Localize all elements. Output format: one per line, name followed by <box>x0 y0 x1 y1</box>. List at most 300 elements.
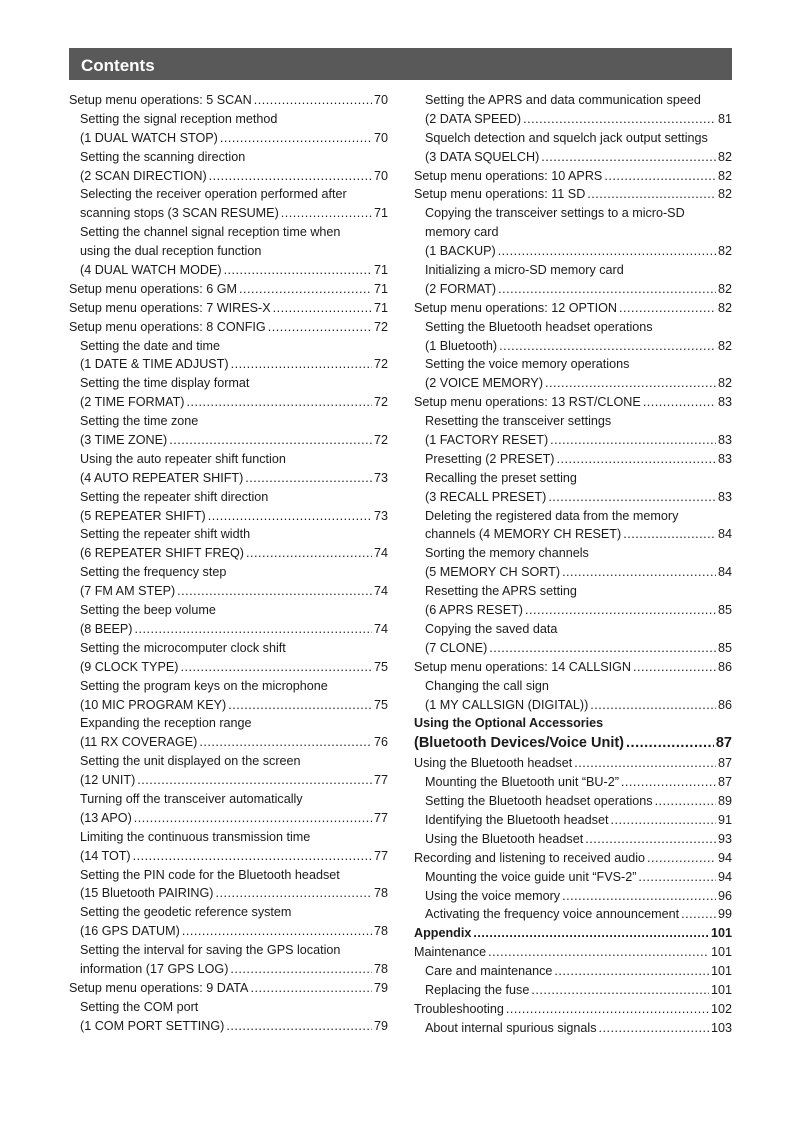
toc-entry-title: Copying the transceiver settings to a micro-SD <box>425 206 685 221</box>
toc-entry-title: Setting the program keys on the microphone <box>80 678 328 693</box>
toc-page-number: 83 <box>717 395 732 410</box>
toc-page-number: 76 <box>373 735 388 750</box>
toc-page-number: 102 <box>710 1001 732 1016</box>
toc-page-number: 86 <box>717 697 732 712</box>
toc-entry-text <box>69 450 388 469</box>
toc-entry-text <box>414 129 732 148</box>
toc-entry-title: Setup menu operations: 10 APRS <box>414 168 603 183</box>
toc-entry-title: Mounting the Bluetooth unit “BU-2” <box>425 775 619 790</box>
toc-entry[interactable] <box>414 811 732 830</box>
toc-entry-text <box>414 318 732 337</box>
toc-entry[interactable] <box>69 884 388 903</box>
toc-page-number: 77 <box>373 773 388 788</box>
toc-page-number: 82 <box>717 338 732 353</box>
toc-entry[interactable] <box>69 507 388 526</box>
toc-entry-text <box>414 620 732 639</box>
toc-entry[interactable] <box>414 601 732 620</box>
toc-entry[interactable] <box>69 280 388 299</box>
toc-entry[interactable] <box>69 960 388 979</box>
toc-leader-dots <box>281 204 372 223</box>
toc-page-number: 72 <box>373 319 388 334</box>
toc-entry[interactable] <box>414 849 732 868</box>
toc-page-number: 83 <box>717 433 732 448</box>
toc-entry[interactable] <box>414 924 732 943</box>
toc-entry[interactable] <box>414 393 732 412</box>
toc-entry-title: Copying the saved data <box>425 621 558 636</box>
toc-entry-title: Changing the call sign <box>425 678 549 693</box>
toc-entry[interactable] <box>69 922 388 941</box>
toc-entry-title: Setting the Bluetooth headset operations <box>425 319 653 334</box>
toc-leader-dots <box>647 849 716 868</box>
toc-page-number: 86 <box>717 659 732 674</box>
toc-entry-title: Turning off the transceiver automatically <box>80 791 303 806</box>
toc-entry[interactable] <box>69 733 388 752</box>
toc-entry[interactable] <box>414 658 732 677</box>
toc-leader-dots <box>220 129 372 148</box>
toc-leader-dots <box>585 830 716 849</box>
toc-entry-title: Resetting the transceiver settings <box>425 414 612 429</box>
toc-entry-text <box>69 903 388 922</box>
toc-page-number: 94 <box>717 869 732 884</box>
toc-leader-dots <box>182 922 372 941</box>
toc-page-number: 82 <box>717 376 732 391</box>
toc-entry[interactable] <box>414 733 732 754</box>
toc-entry[interactable] <box>69 299 388 318</box>
toc-leader-dots <box>135 620 372 639</box>
toc-page-number: 70 <box>373 168 388 183</box>
toc-entry-title: (1 Bluetooth) <box>425 338 498 353</box>
toc-entry[interactable] <box>414 431 732 450</box>
toc-leader-dots <box>186 393 372 412</box>
toc-page-number: 73 <box>373 470 388 485</box>
toc-leader-dots <box>499 337 716 356</box>
toc-page-number: 77 <box>373 848 388 863</box>
toc-leader-dots <box>550 431 716 450</box>
toc-leader-dots <box>268 318 372 337</box>
toc-page-number: 74 <box>373 584 388 599</box>
toc-entry-title: Recalling the preset setting <box>425 470 577 485</box>
toc-entry-title: Setup menu operations: 8 CONFIG <box>69 319 266 334</box>
toc-entry-title: Resetting the APRS setting <box>425 584 577 599</box>
toc-left-column <box>69 91 388 1036</box>
toc-entry-text <box>414 204 732 223</box>
toc-entry[interactable] <box>414 488 732 507</box>
toc-entry-title: (11 RX COVERAGE) <box>80 735 198 750</box>
toc-entry-title: (1 DUAL WATCH STOP) <box>80 130 218 145</box>
toc-page-number: 89 <box>717 794 732 809</box>
toc-entry-title: Setting the microcomputer clock shift <box>80 640 286 655</box>
toc-leader-dots <box>523 110 716 129</box>
toc-entry-title: (5 MEMORY CH SORT) <box>425 565 561 580</box>
toc-leader-dots <box>590 696 716 715</box>
toc-entry[interactable] <box>69 204 388 223</box>
toc-entry-title: (1 COM PORT SETTING) <box>80 1018 225 1033</box>
toc-leader-dots <box>604 167 716 186</box>
toc-page-number: 82 <box>717 187 732 202</box>
toc-page-number: 101 <box>710 945 732 960</box>
toc-entry-text <box>69 525 388 544</box>
toc-entry-title: Squelch detection and squelch jack output settings <box>425 130 708 145</box>
toc-leader-dots <box>623 525 716 544</box>
toc-page-number: 70 <box>373 93 388 107</box>
toc-leader-dots <box>231 355 372 374</box>
toc-page-number: 78 <box>373 961 388 976</box>
toc-entry-title: Setup menu operations: 6 GM <box>69 281 238 296</box>
toc-leader-dots <box>177 582 372 601</box>
toc-entry-title: Setting the COM port <box>80 999 199 1014</box>
toc-entry[interactable] <box>69 809 388 828</box>
toc-entry-title: information (17 GPS LOG) <box>80 961 229 976</box>
toc-entry-title: Setup menu operations: 14 CALLSIGN <box>414 659 632 674</box>
toc-page-number: 70 <box>373 130 388 145</box>
toc-entry[interactable] <box>414 374 732 393</box>
toc-entry-title: (2 DATA SPEED) <box>425 111 522 126</box>
toc-leader-dots <box>562 887 716 906</box>
toc-page-number: 103 <box>710 1020 732 1035</box>
toc-leader-dots <box>226 1017 372 1036</box>
toc-entry[interactable] <box>414 773 732 792</box>
toc-entry[interactable] <box>414 943 732 962</box>
toc-right-column <box>414 91 732 1038</box>
toc-leader-dots <box>506 1000 709 1019</box>
toc-entry-text <box>69 601 388 620</box>
toc-entry[interactable] <box>414 110 732 129</box>
toc-entry[interactable] <box>414 167 732 186</box>
toc-leader-dots <box>556 450 716 469</box>
toc-entry-text <box>414 469 732 488</box>
toc-leader-dots <box>250 979 372 998</box>
toc-entry-title: Setting the channel signal reception time when <box>80 225 341 240</box>
toc-page-number: 79 <box>373 1018 388 1033</box>
toc-entry-title: Limiting the continuous transmission time <box>80 829 311 844</box>
toc-entry[interactable] <box>414 962 732 981</box>
toc-entry-text <box>69 866 388 885</box>
toc-page-number: 94 <box>717 850 732 865</box>
toc-leader-dots <box>545 374 716 393</box>
toc-entry-text <box>69 185 388 204</box>
toc-entry-title: Expanding the reception range <box>80 716 252 731</box>
toc-entry-text <box>69 337 388 356</box>
toc-entry[interactable] <box>69 431 388 450</box>
toc-entry[interactable] <box>69 393 388 412</box>
toc-entry-title: Setting the scanning direction <box>80 149 246 164</box>
toc-entry[interactable] <box>414 868 732 887</box>
toc-entry-title: (1 DATE & TIME ADJUST) <box>80 357 229 372</box>
toc-entry-title: (7 CLONE) <box>425 640 488 655</box>
toc-page-number: 82 <box>717 168 732 183</box>
toc-entry-title: (6 APRS RESET) <box>425 603 523 618</box>
toc-entry-text <box>69 752 388 771</box>
toc-entry-title: using the dual reception function <box>80 244 262 259</box>
toc-entry-title: (2 TIME FORMAT) <box>80 395 185 410</box>
toc-entry-text <box>414 261 732 280</box>
toc-entry-text <box>69 242 388 261</box>
toc-leader-dots <box>133 847 372 866</box>
toc-entry[interactable] <box>414 337 732 356</box>
toc-leader-dots <box>531 981 709 1000</box>
toc-leader-dots <box>230 960 372 979</box>
toc-leader-dots <box>273 299 372 318</box>
toc-page-number: 71 <box>373 263 388 278</box>
toc-entry[interactable] <box>414 754 732 773</box>
toc-entry-text <box>69 828 388 847</box>
toc-entry-title: Setting the repeater shift width <box>80 527 251 542</box>
toc-leader-dots <box>643 393 716 412</box>
toc-page-number: 81 <box>717 111 732 126</box>
toc-entry-title: About internal spurious signals <box>425 1020 597 1035</box>
toc-entry-title: Using the voice memory <box>425 888 561 903</box>
toc-leader-dots <box>137 771 372 790</box>
toc-leader-dots <box>498 242 716 261</box>
toc-entry-title: (16 GPS DATUM) <box>80 924 180 939</box>
toc-entry-title: Setting the date and time <box>80 338 221 353</box>
toc-entry-title: (14 TOT) <box>80 848 131 863</box>
toc-entry[interactable] <box>414 1000 732 1019</box>
toc-leader-dots <box>208 507 372 526</box>
toc-entry-title: scanning stops (3 SCAN RESUME) <box>80 206 279 221</box>
toc-page-number: 72 <box>373 433 388 448</box>
toc-entry[interactable] <box>414 525 732 544</box>
toc-entry-title: Selecting the receiver operation performed after <box>80 187 347 202</box>
toc-entry[interactable] <box>69 261 388 280</box>
toc-entry-title: (2 SCAN DIRECTION) <box>80 168 207 183</box>
toc-entry[interactable] <box>69 318 388 337</box>
toc-page-number: 84 <box>717 527 732 542</box>
toc-entry-title: Presetting (2 PRESET) <box>425 451 555 466</box>
toc-entry-title: memory card <box>425 225 499 240</box>
toc-entry[interactable] <box>414 905 732 924</box>
toc-leader-dots <box>180 658 372 677</box>
toc-entry-title: Setting the interval for saving the GPS location <box>80 943 341 958</box>
toc-entry[interactable] <box>414 696 732 715</box>
toc-entry-text <box>414 677 732 696</box>
toc-entry[interactable] <box>69 544 388 563</box>
toc-leader-dots <box>655 792 716 811</box>
toc-entry-text <box>414 582 732 601</box>
toc-page-number: 71 <box>373 206 388 221</box>
toc-entry-title: channels (4 MEMORY CH RESET) <box>425 527 622 542</box>
toc-entry-title: Using the auto repeater shift function <box>80 451 286 466</box>
toc-entry[interactable] <box>414 981 732 1000</box>
toc-entry[interactable] <box>414 242 732 261</box>
toc-entry-title: Using the Bluetooth headset <box>414 756 573 771</box>
toc-page-number: 87 <box>715 735 732 752</box>
toc-page-number: 75 <box>373 659 388 674</box>
toc-entry-title: Identifying the Bluetooth headset <box>425 812 609 827</box>
toc-entry[interactable] <box>69 620 388 639</box>
toc-page-number: 79 <box>373 980 388 995</box>
toc-entry-text <box>414 714 732 733</box>
toc-entry-text <box>69 639 388 658</box>
toc-entry-text <box>414 412 732 431</box>
toc-leader-dots <box>525 601 716 620</box>
toc-leader-dots <box>498 280 716 299</box>
toc-entry-title: (1 MY CALLSIGN (DIGITAL)) <box>425 697 589 712</box>
toc-entry-title: (4 AUTO REPEATER SHIFT) <box>80 470 244 485</box>
toc-entry-text <box>414 544 732 563</box>
toc-entry[interactable] <box>414 185 732 204</box>
contents-header <box>69 48 732 80</box>
toc-page-number: 71 <box>373 300 388 315</box>
toc-entry-title: (3 DATA SQUELCH) <box>425 149 540 164</box>
toc-entry[interactable] <box>414 148 732 167</box>
toc-entry-title: Using the Optional Accessories <box>414 716 604 731</box>
toc-entry-title: Setting the frequency step <box>80 565 227 580</box>
toc-entry[interactable] <box>414 792 732 811</box>
toc-leader-dots <box>633 658 716 677</box>
toc-page-number: 101 <box>710 926 732 941</box>
toc-leader-dots <box>554 962 709 981</box>
toc-entry[interactable] <box>414 1019 732 1038</box>
toc-page-number: 82 <box>717 244 732 259</box>
toc-entry-title: Setting the signal reception method <box>80 111 278 126</box>
toc-entry-title: (6 REPEATER SHIFT FREQ) <box>80 546 244 561</box>
toc-entry-title: (3 RECALL PRESET) <box>425 489 547 504</box>
toc-leader-dots <box>254 91 372 110</box>
toc-leader-dots <box>619 299 716 318</box>
toc-entry-title: Setup menu operations: 12 OPTION <box>414 300 618 315</box>
toc-leader-dots <box>541 148 716 167</box>
toc-entry[interactable] <box>414 299 732 318</box>
toc-entry-text <box>69 941 388 960</box>
toc-leader-dots <box>134 809 372 828</box>
toc-page-number: 82 <box>717 300 732 315</box>
toc-page-number: 72 <box>373 395 388 410</box>
toc-page-number: 78 <box>373 886 388 901</box>
toc-entry[interactable] <box>69 979 388 998</box>
toc-entry[interactable] <box>69 696 388 715</box>
toc-entry-text <box>69 488 388 507</box>
toc-entry[interactable] <box>69 771 388 790</box>
toc-leader-dots <box>239 280 372 299</box>
toc-entry-title: Setting the APRS and data communication speed <box>425 93 701 107</box>
toc-leader-dots <box>626 733 714 754</box>
toc-entry-text <box>69 677 388 696</box>
toc-entry-title: Setting the unit displayed on the screen <box>80 754 301 769</box>
toc-entry[interactable] <box>69 91 388 110</box>
toc-entry-text <box>69 790 388 809</box>
toc-entry-text <box>414 355 732 374</box>
toc-page-number: 85 <box>717 640 732 655</box>
toc-entry-title: Setting the time zone <box>80 414 199 429</box>
toc-entry-title: (1 BACKUP) <box>425 244 496 259</box>
toc-entry[interactable] <box>414 639 732 658</box>
toc-entry-title: Setup menu operations: 13 RST/CLONE <box>414 395 641 410</box>
toc-entry[interactable] <box>69 658 388 677</box>
toc-page-number: 73 <box>373 508 388 523</box>
toc-leader-dots <box>638 868 716 887</box>
toc-entry[interactable] <box>69 469 388 488</box>
toc-leader-dots <box>587 185 716 204</box>
toc-entry-title: Initializing a micro-SD memory card <box>425 263 624 278</box>
toc-leader-dots <box>562 563 716 582</box>
toc-entry-title: Setup menu operations: 7 WIRES-X <box>69 300 271 315</box>
toc-entry-text <box>69 563 388 582</box>
toc-page-number: 74 <box>373 621 388 636</box>
toc-entry[interactable] <box>414 563 732 582</box>
toc-entry-title: Activating the frequency voice announcement <box>425 907 680 922</box>
toc-entry-text <box>69 148 388 167</box>
toc-leader-dots <box>209 167 372 186</box>
toc-leader-dots <box>574 754 716 773</box>
toc-entry-title: (12 UNIT) <box>80 773 136 788</box>
toc-entry-title: Setting the beep volume <box>80 603 216 618</box>
toc-entry-title: (2 VOICE MEMORY) <box>425 376 544 391</box>
toc-leader-dots <box>489 639 716 658</box>
toc-entry-title: Setting the PIN code for the Bluetooth headset <box>80 867 340 882</box>
toc-entry[interactable] <box>414 450 732 469</box>
toc-entry[interactable] <box>414 830 732 849</box>
toc-entry-title: (2 FORMAT) <box>425 281 497 296</box>
toc-leader-dots <box>610 811 716 830</box>
toc-entry[interactable] <box>69 129 388 148</box>
toc-entry[interactable] <box>414 887 732 906</box>
toc-page-number: 74 <box>373 546 388 561</box>
toc-entry-title: Setting the time display format <box>80 376 250 391</box>
toc-entry-title: Recording and listening to received audio <box>414 850 646 865</box>
toc-entry-title: Setup menu operations: 11 SD <box>414 187 586 202</box>
toc-leader-dots <box>245 469 372 488</box>
toc-entry-title: (7 FM AM STEP) <box>80 584 176 599</box>
page-title: Contents <box>81 56 155 75</box>
toc-page-number: 101 <box>710 964 732 979</box>
toc-leader-dots <box>548 488 716 507</box>
toc-page-number: 99 <box>717 907 732 922</box>
toc-leader-dots <box>215 884 372 903</box>
toc-page-number: 101 <box>710 982 732 997</box>
toc-entry-title: Using the Bluetooth headset <box>425 831 584 846</box>
toc-entry[interactable] <box>69 167 388 186</box>
toc-leader-dots <box>224 261 372 280</box>
toc-leader-dots <box>199 733 372 752</box>
toc-entry-title: Troubleshooting <box>414 1001 504 1016</box>
toc-entry-title: (3 TIME ZONE) <box>80 433 168 448</box>
toc-page-number: 72 <box>373 357 388 372</box>
toc-entry-title: Setting the voice memory operations <box>425 357 630 372</box>
toc-entry-title: Replacing the fuse <box>425 982 530 997</box>
toc-entry-title: Setup menu operations: 5 SCAN <box>69 93 252 107</box>
toc-leader-dots <box>599 1019 709 1038</box>
toc-entry-title: (1 FACTORY RESET) <box>425 433 549 448</box>
toc-page-number: 84 <box>717 565 732 580</box>
toc-entry[interactable] <box>69 847 388 866</box>
toc-entry-title: (9 CLOCK TYPE) <box>80 659 179 674</box>
toc-entry[interactable] <box>414 280 732 299</box>
toc-page-number: 93 <box>717 831 732 846</box>
toc-entry-title: Sorting the memory channels <box>425 546 589 561</box>
toc-entry-text <box>69 998 388 1017</box>
toc-page-number: 82 <box>717 149 732 164</box>
toc-page-number: 83 <box>717 489 732 504</box>
toc-entry-title: Maintenance <box>414 945 487 960</box>
toc-entry-title: Deleting the registered data from the memory <box>425 508 679 523</box>
toc-page-number: 96 <box>717 888 732 903</box>
toc-entry[interactable] <box>69 1017 388 1036</box>
toc-leader-dots <box>621 773 716 792</box>
toc-entry-text <box>414 223 732 242</box>
toc-entry[interactable] <box>69 355 388 374</box>
toc-entry-title: Setup menu operations: 9 DATA <box>69 980 249 995</box>
toc-entry[interactable] <box>69 582 388 601</box>
toc-entry-title: (Bluetooth Devices/Voice Unit) <box>414 735 625 752</box>
toc-leader-dots <box>228 696 372 715</box>
toc-page-number: 71 <box>373 281 388 296</box>
toc-entry-text <box>69 110 388 129</box>
toc-entry-title: (15 Bluetooth PAIRING) <box>80 886 214 901</box>
toc-entry-title: Appendix <box>414 926 472 941</box>
toc-entry-title: (8 BEEP) <box>80 621 133 636</box>
toc-page-number: 77 <box>373 810 388 825</box>
